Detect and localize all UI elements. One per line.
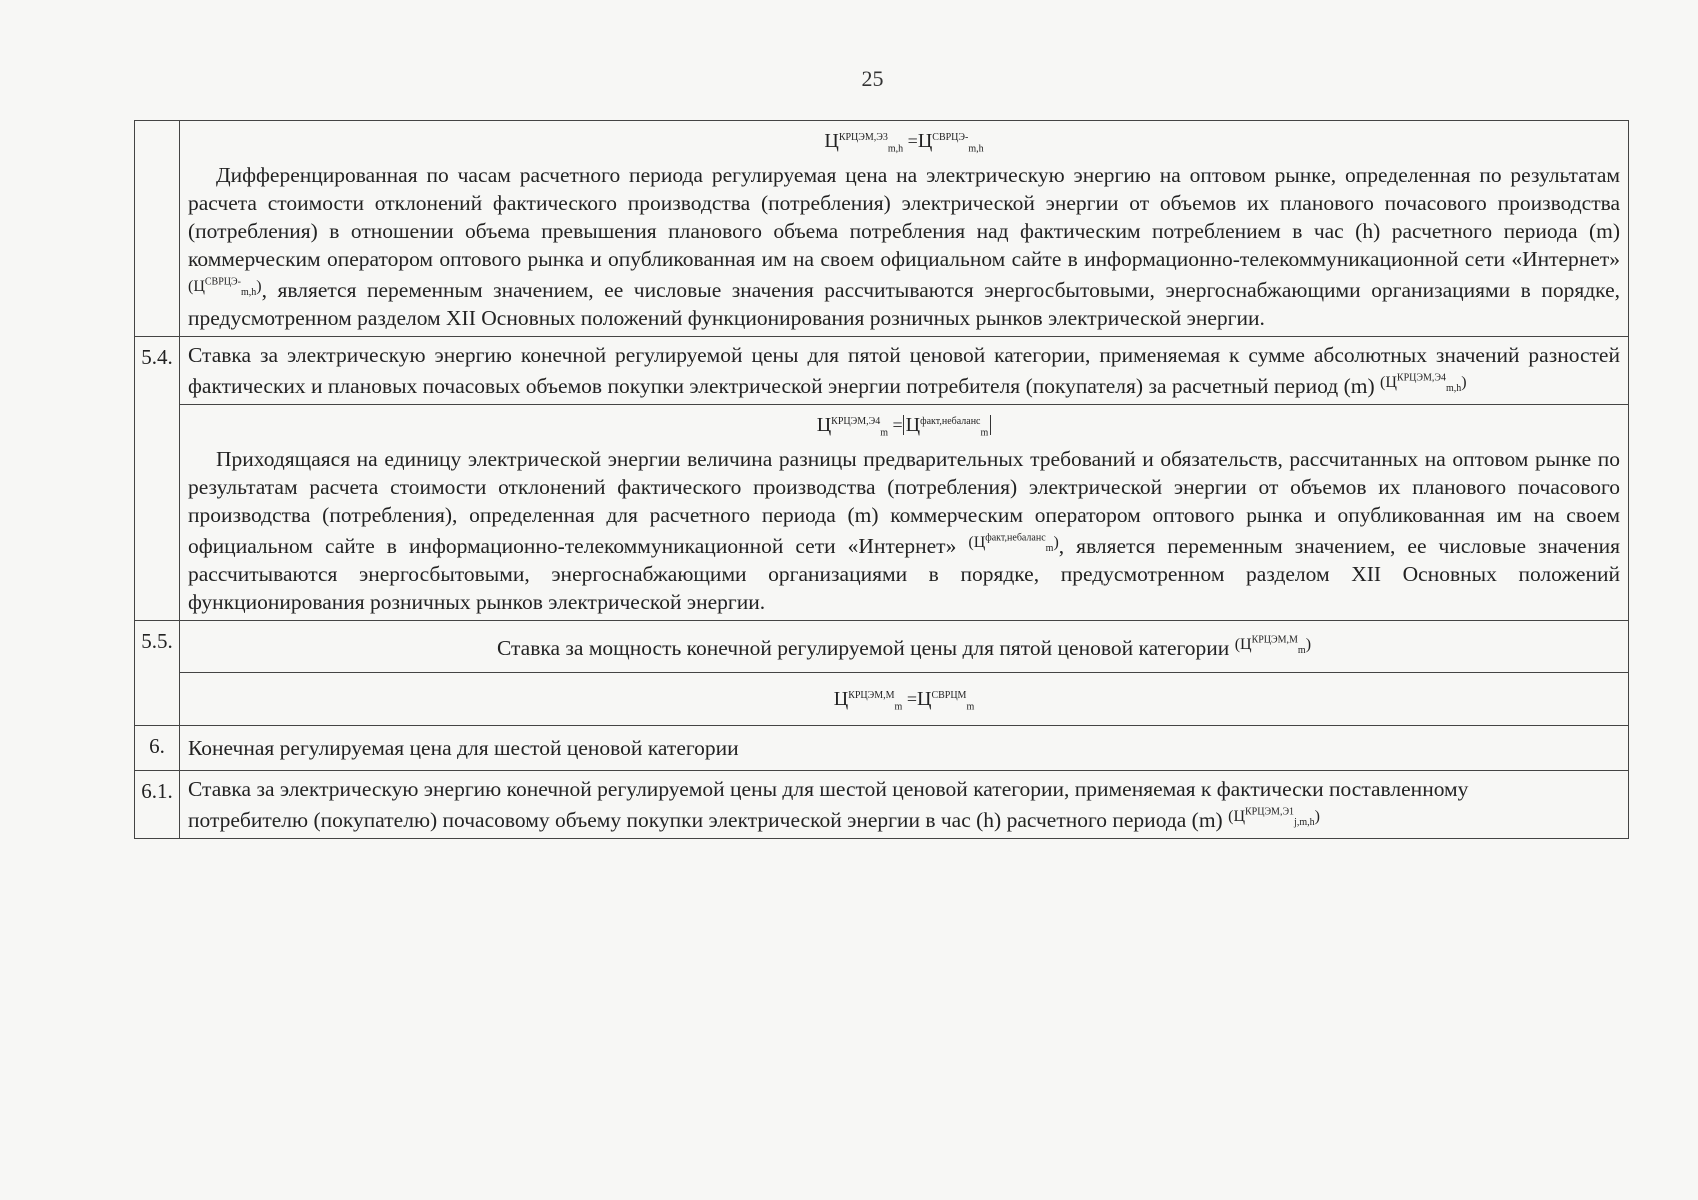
content-cell: [180, 337, 1629, 405]
formula-symbol: Ц: [905, 414, 921, 436]
inline-formula-symbol: (Ц: [1234, 636, 1252, 653]
row-text: [188, 341, 1620, 400]
inline-formula-superscript: СВРЦЭ-: [204, 276, 241, 288]
formula-superscript: КРЦЭМ,Э4: [831, 416, 881, 427]
paragraph-text: Приходящаяся на единицу электрической энергии величина разницы предварительных требований и обязательств, рассчитанных на оптовом рынке по результатам расчета стоимости отклонений фактического производства (потребления) электрической энергии от объемов их планового почасового производства (потребления), определенная для расчетного периода (m) коммерческим оператором оптового рынка и опубликованная им на своем официальном сайте в информационно-телекоммуникационной сети «Интернет»: [188, 447, 1620, 558]
formula-superscript: СВРЦЭ-: [932, 132, 969, 143]
formula-symbol: Ц: [916, 688, 932, 710]
inline-formula-close: ): [256, 278, 262, 295]
row-text-body: Конечная регулируемая цена для шестой ценовой категории: [188, 736, 739, 760]
formula: [188, 409, 1620, 445]
formula-equals: =: [907, 131, 918, 151]
paragraph: [188, 445, 1620, 616]
formula-equals: =: [906, 689, 917, 709]
formula-subscript: m: [880, 427, 888, 439]
formula-subscript: m: [966, 701, 975, 713]
content-cell: [180, 726, 1629, 771]
table-row: [135, 771, 1629, 839]
row-number-cell: [135, 121, 180, 337]
paragraph-tail: , является переменным значением, ее числовые значения рассчитываются энергосбытовыми, энергоснабжающими организациями в порядке, предусмотренном разделом XII Основных положений функционирования розничных рынков электрической энергии.: [188, 278, 1620, 330]
formula-subscript: m,h: [968, 143, 984, 155]
inline-formula-subscript: j,m,h: [1294, 817, 1315, 829]
paragraph-text: Дифференцированная по часам расчетного периода регулируемая цена на электрическую энергию на оптовом рынке, определенная по результатам расчета стоимости отклонений фактического производства (потребления) электрической энергии от объемов их планового почасового производства (потребления) в отношении объема превышения планового объема потребления над фактическим потреблением в час (h) расчетного периода (m) коммерческим оператором оптового рынка и опубликованная им на своем официальном сайте в информационно-телекоммуникационной сети «Интернет»: [188, 163, 1620, 271]
formula-subscript: m: [980, 427, 989, 439]
tariff-table: [134, 120, 1629, 839]
formula-superscript: КРЦЭМ,Э3: [838, 132, 888, 143]
row-number: 6.: [135, 726, 180, 771]
formula-superscript: факт,небаланс: [920, 416, 981, 427]
table-row: [135, 673, 1629, 726]
paragraph: [188, 161, 1620, 332]
inline-formula: [1234, 634, 1312, 657]
row-text-body: Ставка за электрическую энергию конечной регулируемой цены для шестой ценовой категории, применяемая к фактически поставленному потребителю (покупателю) почасовому объему покупки электрической энергии в час (h) расчетного периода (m): [188, 777, 1469, 832]
content-cell: [180, 121, 1629, 337]
inline-formula-close: ): [1053, 534, 1059, 551]
inline-formula-subscript: m,h: [240, 287, 257, 299]
formula-superscript: СВРЦМ: [931, 690, 967, 701]
content-cell: [180, 771, 1629, 839]
inline-formula-symbol: (Ц: [1228, 808, 1245, 825]
inline-formula-close: ): [1305, 636, 1312, 653]
content-cell: [180, 405, 1629, 621]
row-text-body: Ставка за мощность конечной регулируемой цены для пятой ценовой категории: [496, 636, 1230, 660]
inline-formula-symbol: (Ц: [968, 534, 986, 551]
paragraph-tail: , является переменным значением, ее числовые значения рассчитываются энергосбытовыми, энергоснабжающими организациями в порядке, предусмотренном разделом XII Основных положений функционирования розничных рынков электрической энергии.: [188, 534, 1620, 614]
row-text-body: Ставка за электрическую энергию конечной регулируемой цены для пятой ценовой категории, применяемая к сумме абсолютных значений разностей фактических и плановых почасовых объемов покупки электрической энергии потребителя (покупателя) за расчетный период (m): [188, 343, 1620, 398]
formula-symbol: Ц: [824, 130, 839, 152]
inline-formula-symbol: (Ц: [1380, 374, 1397, 391]
formula-equals: =: [892, 415, 903, 435]
formula: [188, 677, 1620, 721]
table-row: [135, 621, 1629, 673]
page-number: 25: [861, 66, 884, 91]
formula-symbol: Ц: [816, 414, 832, 436]
absolute-value: [903, 414, 992, 439]
inline-formula-close: ): [1461, 374, 1467, 391]
row-number: 5.4.: [135, 337, 180, 621]
formula-superscript: КРЦЭМ,М: [848, 690, 895, 701]
table-row: [135, 337, 1629, 405]
table-row: [135, 405, 1629, 621]
content-cell: [180, 673, 1629, 726]
inline-formula-superscript: КРЦЭМ,М: [1251, 634, 1298, 646]
inline-formula-subscript: m,h: [1445, 383, 1462, 395]
formula-symbol: Ц: [833, 688, 849, 710]
row-number: 6.1.: [135, 771, 180, 839]
inline-formula: [968, 532, 1059, 555]
inline-formula-superscript: факт,небаланс: [985, 532, 1046, 544]
row-number: 5.5.: [135, 621, 180, 726]
content-cell: [180, 621, 1629, 673]
formula-symbol: Ц: [917, 130, 933, 152]
inline-formula-superscript: КРЦЭМ,Э1: [1245, 806, 1295, 818]
inline-formula: [1228, 806, 1320, 829]
inline-formula-subscript: m: [1045, 543, 1054, 555]
inline-formula-superscript: КРЦЭМ,Э4: [1396, 372, 1446, 384]
table-row: [135, 726, 1629, 771]
row-text: [188, 775, 1620, 834]
inline-formula-close: ): [1314, 808, 1320, 825]
inline-formula: [1380, 372, 1467, 395]
inline-formula-symbol: (Ц: [188, 278, 205, 295]
inline-formula: [188, 276, 262, 299]
table-row: [135, 121, 1629, 337]
formula-subscript: m: [894, 701, 903, 713]
inline-formula-subscript: m: [1297, 645, 1306, 657]
formula: [188, 125, 1620, 161]
formula-subscript: m,h: [887, 143, 904, 155]
